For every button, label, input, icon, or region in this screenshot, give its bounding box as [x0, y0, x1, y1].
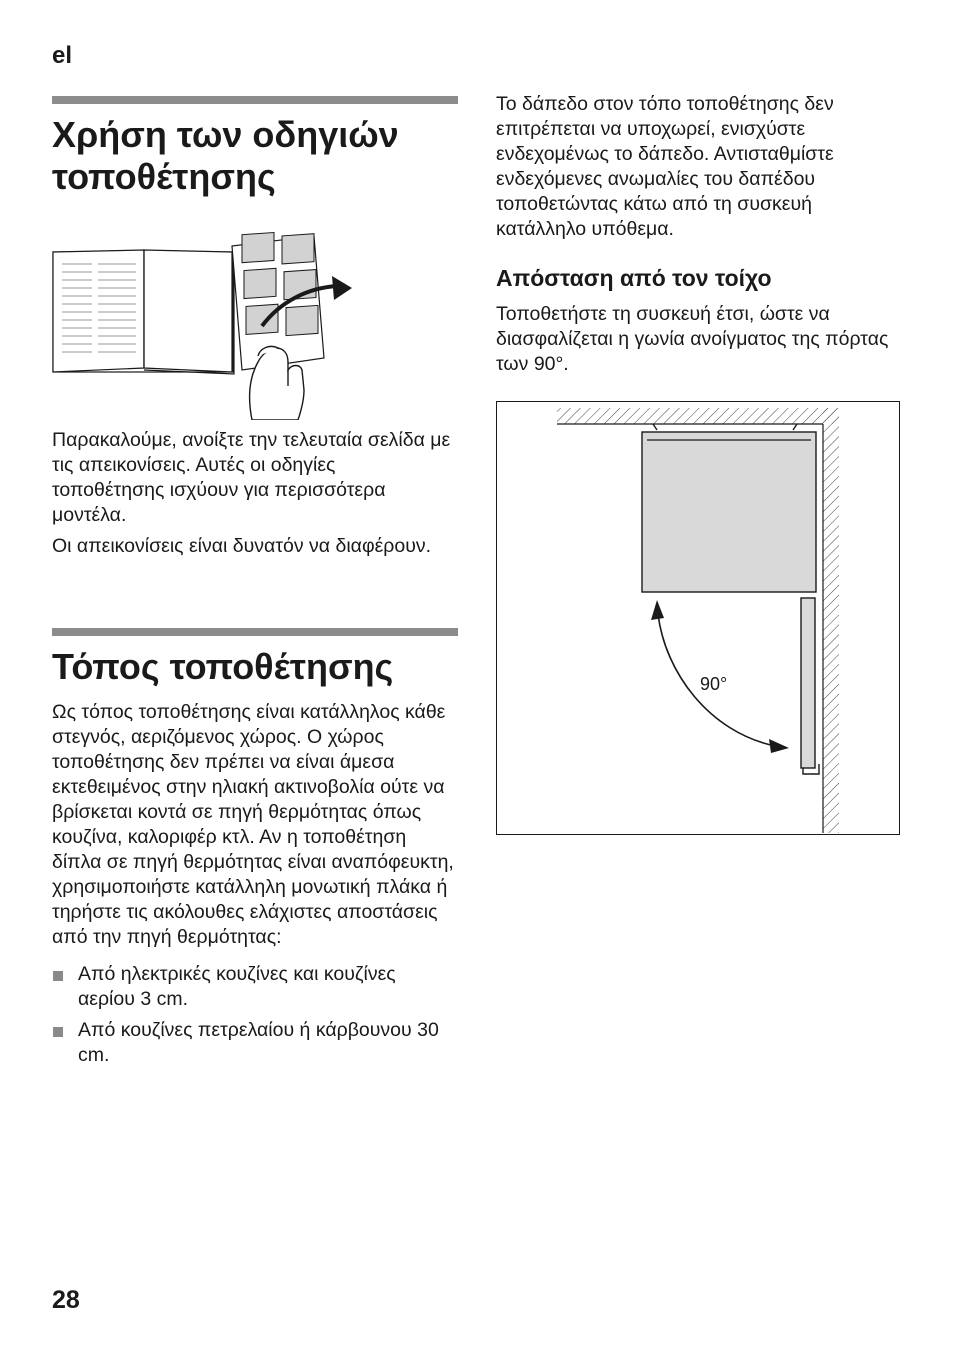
right-column — [496, 92, 900, 377]
title-line-1: Χρήση των οδηγιών — [52, 114, 399, 155]
section1-body — [52, 428, 452, 559]
section-rule-1 — [52, 96, 458, 104]
language-code: el — [52, 42, 73, 69]
booklet-figure — [52, 230, 362, 420]
distance-list — [52, 962, 454, 1068]
bullet-square-icon — [53, 1027, 63, 1037]
diagram-drawing — [497, 402, 898, 833]
title-line-2: τοποθέτησης — [52, 156, 276, 197]
paragraph-door-angle: Τοποθετήστε τη συσκευή έτσι, ώστε να διασφαλίζεται η γωνία ανοίγματος της πόρτας των 90°. — [496, 303, 889, 375]
list-item-text: Από κουζίνες πετρελαίου ή κάρβουνου 30 cm. — [78, 1019, 439, 1066]
paragraph-illustrations-differ: Οι απεικονίσεις είναι δυνατόν να διαφέρουν. — [52, 535, 432, 557]
list-item — [52, 962, 454, 1012]
opened-door — [801, 598, 819, 774]
paragraph-floor-requirements: Το δάπεδο στον τόπο τοποθέτησης δεν επιτρέπεται να υποχωρεί, ενισχύστε ενδεχομένως το δάπεδο. Αντισταθμίστε ενδεχόμενες ανωμαλίες του δαπέδου τοποθετώντας κάτω από τη συσκευή κατάλληλο υπόθεμα. — [496, 93, 834, 240]
bullet-square-icon — [53, 971, 63, 981]
section-title-installation-instructions — [52, 114, 458, 198]
section-title-installation-location: Τόπος τοποθέτησης — [52, 646, 394, 687]
section-rule-2 — [52, 628, 458, 636]
list-item-text: Από ηλεκτρικές κουζίνες και κουζίνες αερίου 3 cm. — [78, 963, 396, 1010]
appliance-top-view — [642, 424, 816, 592]
subheading-wall-distance: Απόσταση από τον τοίχο — [496, 265, 772, 291]
paragraph-see-last-page: Παρακαλούμε, ανοίξτε την τελευταία σελίδα με τις απεικονίσεις. Αυτές οι οδηγίες τοποθέτησης ισχύουν για περισσότερα μοντέλα. — [52, 429, 451, 526]
list-item — [52, 1018, 454, 1068]
paragraph-location-requirements: Ως τόπος τοποθέτησης είναι κατάλληλος κάθε στεγνός, αεριζόμενος χώρος. Ο χώρος τοποθέτησης δεν πρέπει να είναι άμεσα εκτεθειμένος στην ηλιακή ακτινοβολία ούτε να βρίσκεται κοντά σε πηγή θερμότητας όπως κουζίνα, καλοριφέρ κτλ. Αν η τοποθέτηση δίπλα σε πηγή θερμότητας είναι αναπόφευκτη, χρησιμοποιήστε κατάλληλη μονωτική πλάκα ή τηρήστε τις ακόλουθες ελάχιστες αποστάσεις από την πηγή θερμότητας: — [52, 701, 454, 948]
section2-body — [52, 700, 454, 1074]
wall-distance-diagram — [496, 401, 900, 835]
angle-label: 90° — [700, 674, 728, 694]
page-number: 28 — [52, 1286, 80, 1314]
